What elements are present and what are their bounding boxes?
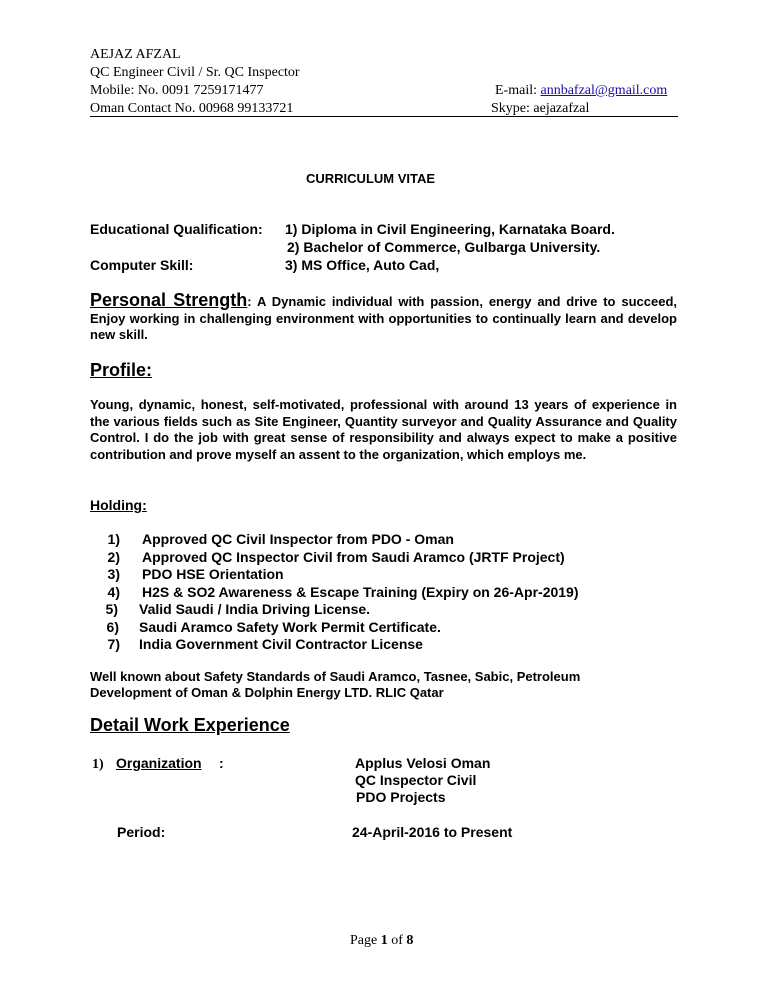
organization-label: Organization bbox=[116, 755, 202, 771]
period-value: 24-April-2016 to Present bbox=[352, 824, 513, 840]
safety-line-2: Development of Oman & Dolphin Energy LTD. RLIC Qatar bbox=[90, 685, 444, 700]
personal-strength-text: : A Dynamic individual with passion, energy and drive to succeed, Enjoy working in challenging environment with opportunities to continually learn and develop new skill. bbox=[90, 294, 678, 342]
profile-text: Young, dynamic, honest, self-motivated, professional with around 13 years of experience in the various fields such as Site Engineer, Quantity surveyor and Quality Assurance and Quality Control. I do the job with great sense of responsibility and always expect to make a positive contribution and prove myself an assent to the organization, which employs me. bbox=[90, 397, 677, 462]
email-link[interactable]: annbafzal@gmail.com bbox=[540, 83, 668, 98]
skype-id: Skype: aejazafzal bbox=[491, 101, 590, 116]
education-item-1: 1) Diploma in Civil Engineering, Karnataka Board. bbox=[285, 221, 615, 237]
page-word: Page bbox=[350, 933, 378, 948]
candidate-title: QC Engineer Civil / Sr. QC Inspector bbox=[90, 65, 300, 80]
holding-item-number: 2) bbox=[107, 548, 120, 565]
email-line bbox=[495, 82, 667, 99]
computer-skill-value: 3) MS Office, Auto Cad, bbox=[285, 257, 440, 273]
cv-title: CURRICULUM VITAE bbox=[306, 171, 436, 186]
period-label: Period: bbox=[117, 824, 166, 840]
holding-item-text: Approved QC Civil Inspector from PDO - Oman bbox=[142, 531, 454, 547]
holding-item-number: 7) bbox=[107, 636, 120, 652]
education-item-2: 2) Bachelor of Commerce, Gulbarga University. bbox=[287, 239, 601, 255]
holding-item-text: H2S & SO2 Awareness & Escape Training (Expiry on 26-Apr-2019) bbox=[142, 583, 579, 600]
experience-heading: Detail Work Experience bbox=[90, 715, 290, 735]
organization-colon: : bbox=[219, 755, 224, 771]
holding-item-number: 1) bbox=[107, 531, 120, 547]
header-divider bbox=[90, 116, 678, 117]
holding-item-text: Valid Saudi / India Driving License. bbox=[139, 601, 371, 617]
holding-item-text: India Government Civil Contractor License bbox=[139, 636, 423, 652]
computer-skill-label: Computer Skill: bbox=[90, 257, 194, 273]
personal-strength bbox=[90, 292, 677, 344]
profile-heading: Profile: bbox=[90, 360, 153, 380]
safety-line-1: Well known about Safety Standards of Saudi Aramco, Tasnee, Sabic, Petroleum bbox=[90, 669, 581, 684]
organization-project: PDO Projects bbox=[356, 789, 446, 805]
page-indicator bbox=[350, 933, 413, 949]
of-word: of bbox=[391, 933, 403, 948]
holding-item-number: 5) bbox=[105, 601, 118, 617]
holding-item-text: Saudi Aramco Safety Work Permit Certificate. bbox=[139, 618, 441, 635]
holding-item-number: 3) bbox=[107, 566, 120, 582]
education-label: Educational Qualification: bbox=[90, 221, 263, 237]
page-total: 8 bbox=[406, 933, 414, 948]
organization-name: Applus Velosi Oman bbox=[355, 755, 491, 771]
experience-number: 1) bbox=[92, 757, 104, 772]
holding-item-number: 4) bbox=[107, 583, 120, 600]
holding-heading: Holding: bbox=[90, 497, 147, 513]
mobile-number: Mobile: No. 0091 7259171477 bbox=[90, 83, 264, 98]
email-label: E-mail: bbox=[495, 83, 541, 98]
holding-item-text: PDO HSE Orientation bbox=[142, 566, 284, 582]
holding-item-text: Approved QC Inspector Civil from Saudi Aramco (JRTF Project) bbox=[142, 548, 565, 565]
holding-item-number: 6) bbox=[106, 618, 119, 635]
organization-role: QC Inspector Civil bbox=[355, 772, 477, 788]
candidate-name: AEJAZ AFZAL bbox=[90, 47, 181, 62]
oman-contact: Oman Contact No. 00968 99133721 bbox=[90, 101, 294, 116]
page-number: 1 bbox=[380, 933, 388, 948]
personal-strength-heading: Personal Strength bbox=[90, 290, 248, 310]
